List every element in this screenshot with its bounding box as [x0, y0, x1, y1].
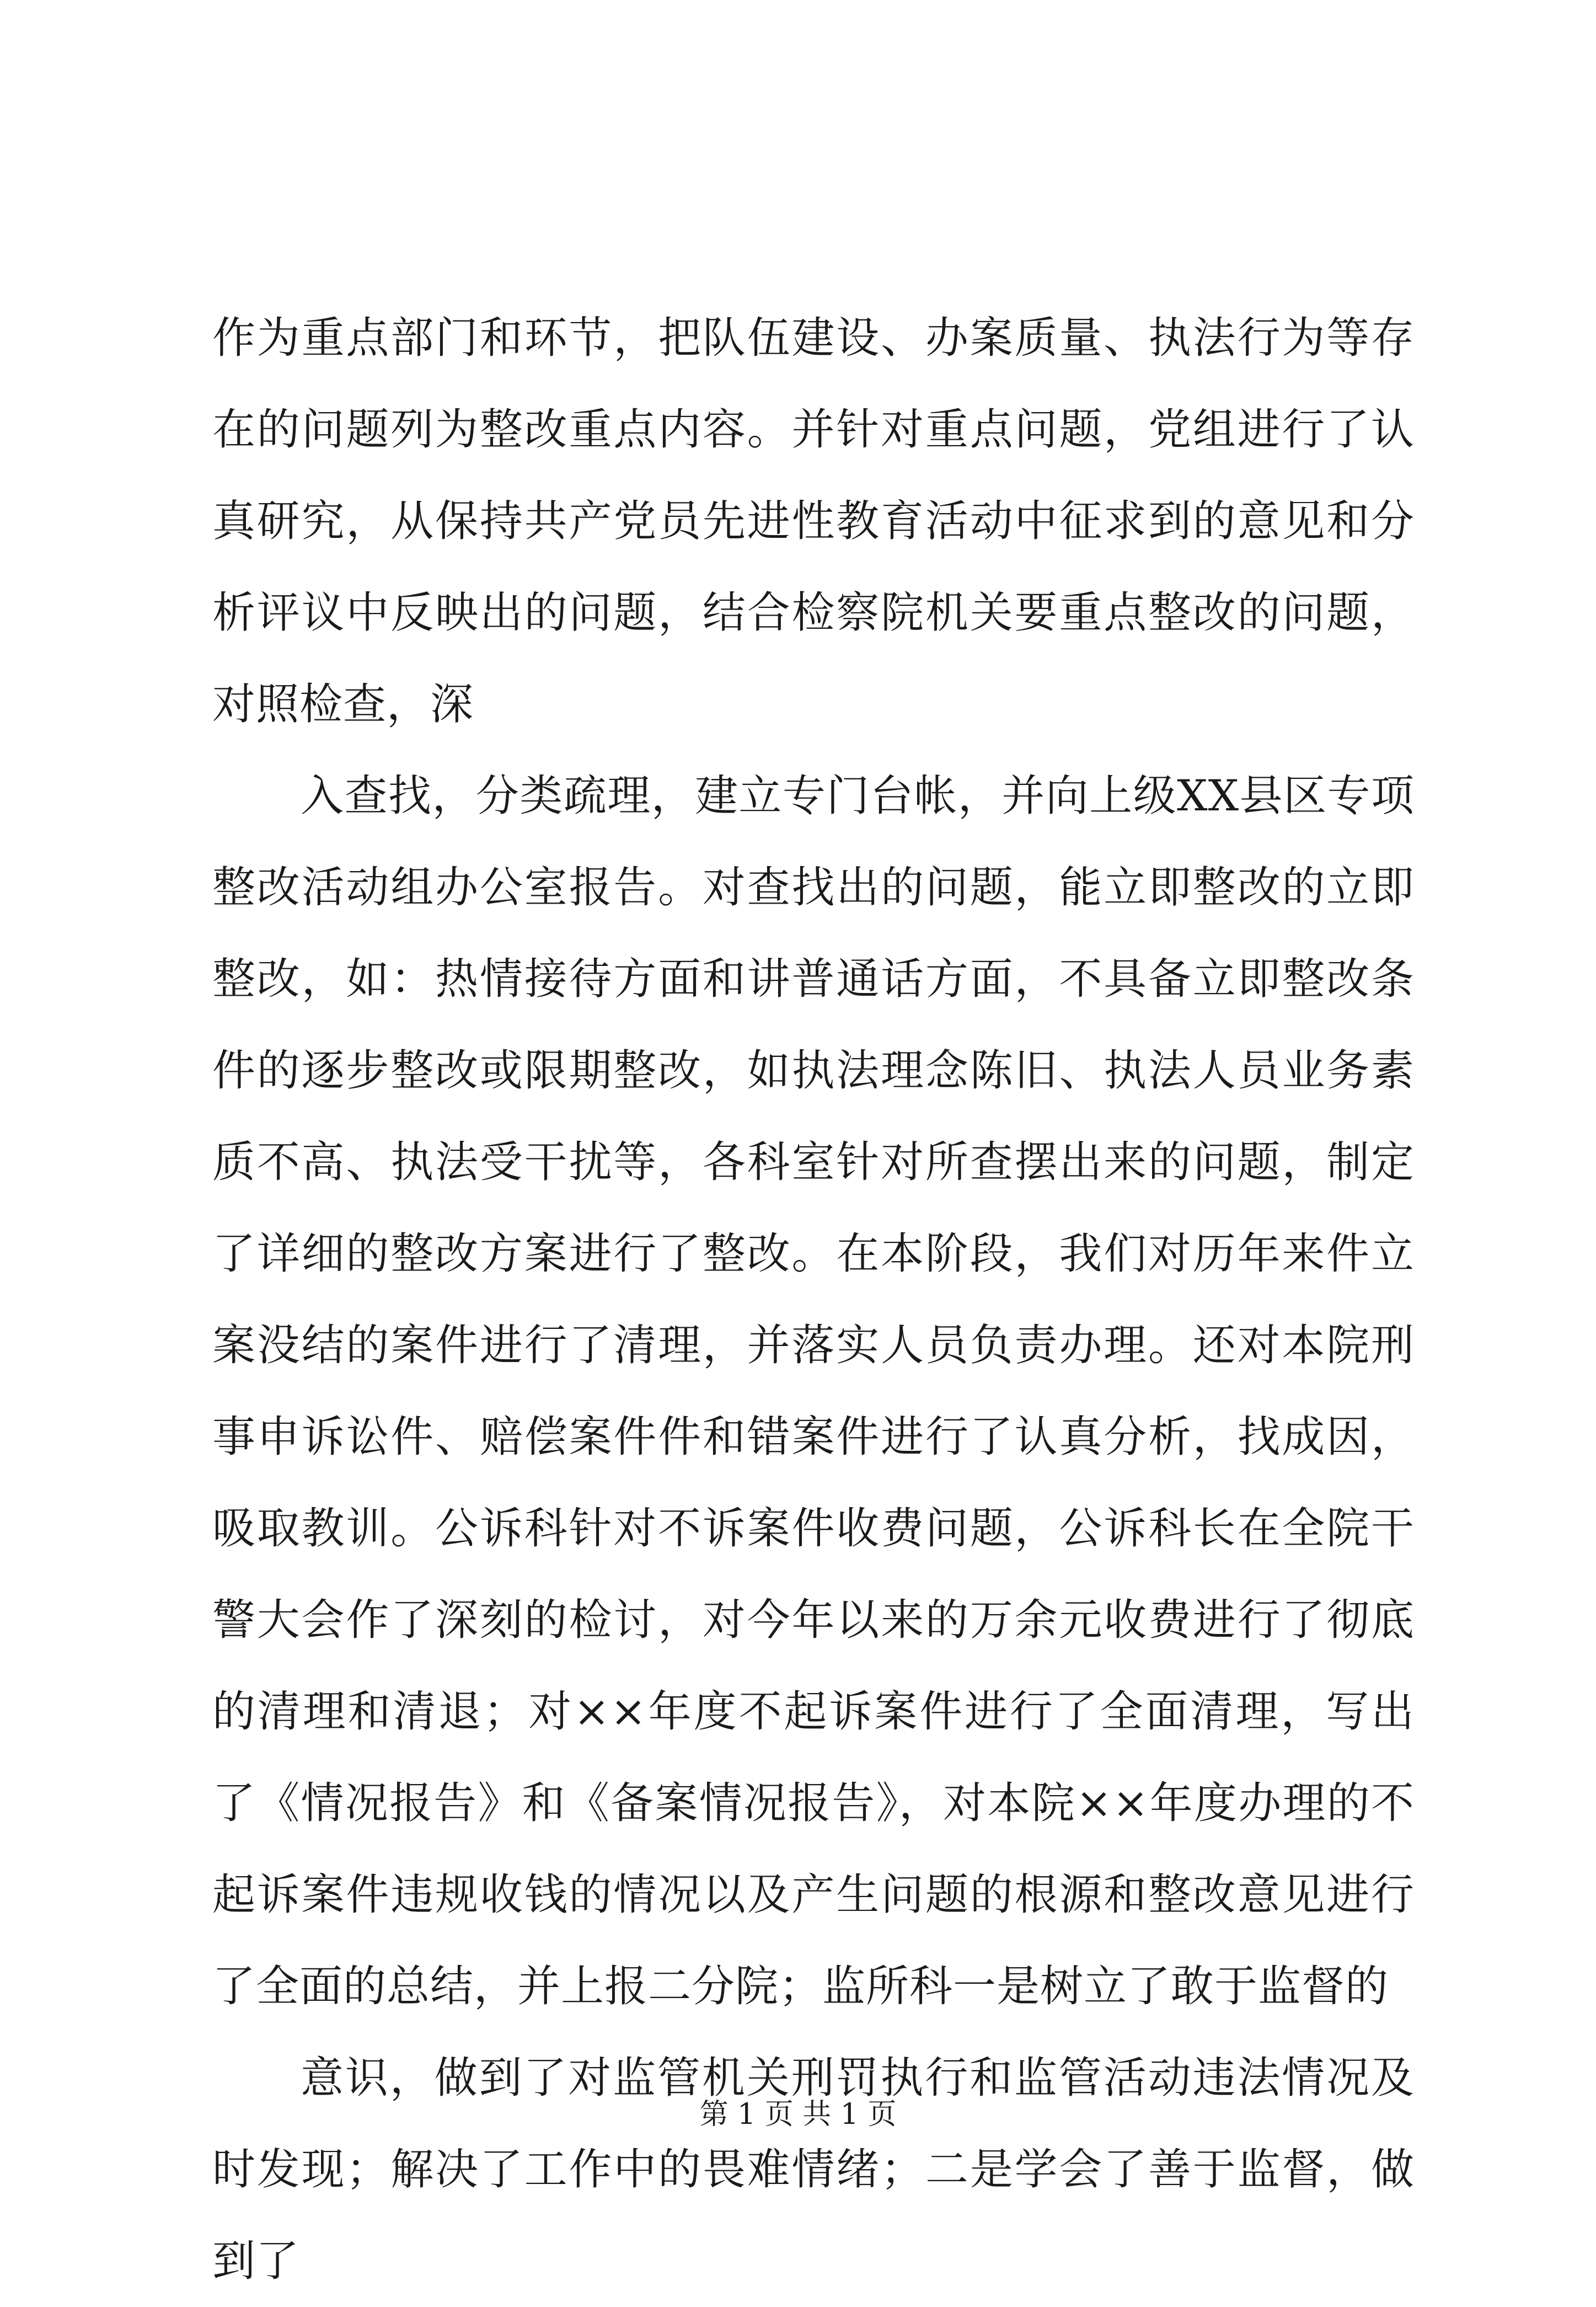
paragraph-2: 入查找，分类疏理，建立专门台帐，并向上级XX县区专项整改活动组办公室报告。对查找出的问题，能立即整改的立即整改，如：热情接待方面和讲普通话方面，不具备立即整改条件的逐步整改或限期整改，如执法理念陈旧、执法人员业务素质不高、执法受干扰等，各科室针对所查摆出来的问题，制定了详细的整改方案进行了整改。在本阶段，我们对历年来件立案没结的案件进行了清理，并落实人员负责办理。还对本院刑事申诉讼件、赔偿案件件和错案件进行了认真分析，找成因，吸取教训。公诉科针对不诉案件收费问题，公诉科长在全院干警大会作了深刻的检讨，对今年以来的万余元收费进行了彻底的清理和清退；对××年度不起诉案件进行了全面清理，写出了《情况报告》和《备案情况报告》，对本院××年度办理的不起诉案件违规收钱的情况以及产生问题的根源和整改意见进行了全面的总结，并上报二分院；监所科一是树立了敢于监督的 [212, 771, 1415, 2011]
document-body [212, 292, 1415, 2307]
paragraph-3: 意识，做到了对监管机关刑罚执行和监管活动违法情况及时发现；解决了工作中的畏难情绪；二是学会了善于监督，做到了 [212, 2053, 1415, 2286]
page-footer: 第 1 页 共 1 页 [699, 2098, 897, 2131]
paragraph-1: 作为重点部门和环节，把队伍建设、办案质量、执法行为等存在的问题列为整改重点内容。并针对重点问题，党组进行了认真研究，从保持共产党员先进性教育活动中征求到的意见和分析评议中反映出的问题，结合检察院机关要重点整改的问题，对照检查，深 [212, 313, 1415, 729]
